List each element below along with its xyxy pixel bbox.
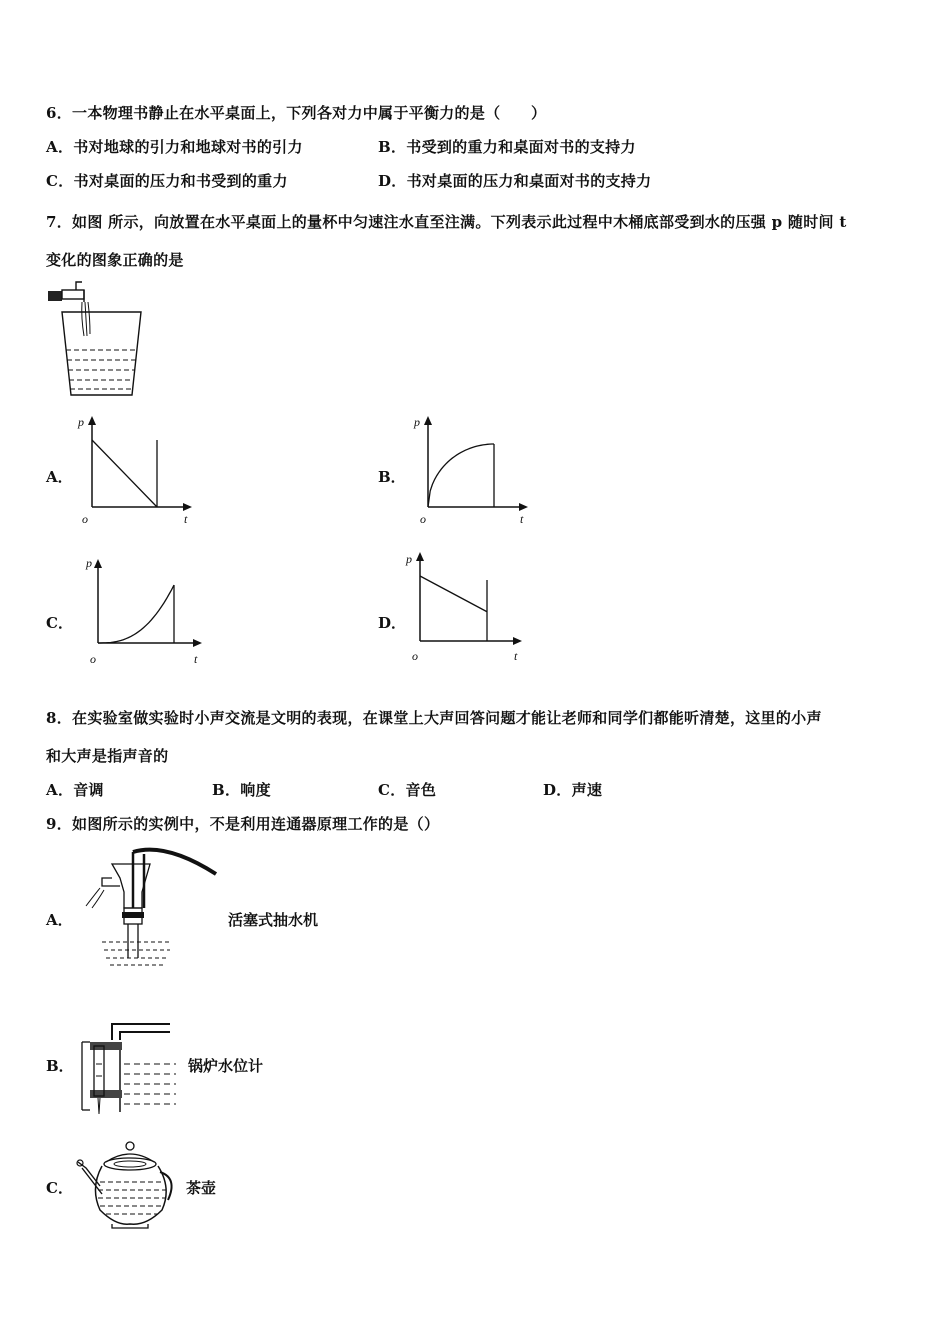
teapot-body xyxy=(95,1166,166,1224)
q9-option-b-label[interactable]: B． xyxy=(46,1057,74,1075)
q9-option-a-caption: 活塞式抽水机 xyxy=(228,911,319,929)
q7-option-b-label[interactable]: B． xyxy=(378,468,406,486)
q6-stem: 6．一本物理书静止在水平桌面上，下列各对力中属于平衡力的是（ ） xyxy=(46,104,547,122)
q7-option-a-label[interactable]: A． xyxy=(46,468,73,486)
q8-option-b[interactable]: B．响度 xyxy=(212,781,271,799)
q9-option-b-caption: 锅炉水位计 xyxy=(188,1057,264,1075)
pressure-curve xyxy=(428,444,494,507)
teapot-knob xyxy=(126,1142,134,1150)
q8-stem-line1: 8．在实验室做实验时小声交流是文明的表现，在课堂上大声回答问题才能让老师和同学们都能听清楚，这里的小声 xyxy=(46,709,822,727)
x-axis-label: t xyxy=(194,652,198,666)
pressure-curve xyxy=(98,585,174,643)
faucet-body xyxy=(62,290,84,299)
piston xyxy=(122,912,144,918)
outflow xyxy=(86,888,104,908)
q9-option-c-caption: 茶壶 xyxy=(186,1179,217,1197)
q7-graph-d[interactable] xyxy=(398,548,528,666)
pressure-curve xyxy=(92,440,157,507)
origin-label: o xyxy=(412,649,418,663)
tea-water xyxy=(98,1182,166,1214)
x-axis-arrow xyxy=(193,639,202,647)
origin-label: o xyxy=(90,652,96,666)
faucet-handle xyxy=(48,291,62,301)
q7-bucket-figure xyxy=(44,278,154,398)
origin-label: o xyxy=(82,512,88,526)
bucket-outline xyxy=(62,312,141,395)
q8-stem-line2: 和大声是指声音的 xyxy=(46,747,169,765)
q7-stem-line2: 变化的图象正确的是 xyxy=(46,251,184,269)
q7-graph-c[interactable] xyxy=(76,555,206,673)
pressure-curve xyxy=(420,576,487,612)
q9-stem: 9．如图所示的实例中，不是利用连通器原理工作的是（） xyxy=(46,815,440,833)
water-level-lines xyxy=(66,350,137,389)
q7-option-d-label[interactable]: D． xyxy=(378,614,407,632)
q7-graph-b[interactable] xyxy=(406,412,536,530)
q6-option-c[interactable]: C．书对桌面的压力和书受到的重力 xyxy=(46,172,288,190)
x-axis-label: t xyxy=(520,512,524,526)
y-axis-arrow xyxy=(424,416,432,425)
q6-option-d[interactable]: D．书对桌面的压力和桌面对书的支持力 xyxy=(378,172,652,190)
y-axis-arrow xyxy=(88,416,96,425)
y-axis-label: p xyxy=(414,415,420,429)
x-axis-arrow xyxy=(519,503,528,511)
q7-stem-line1: 7．如图 所示，向放置在水平桌面上的量杯中匀速注水直至注满。下列表示此过程中木桶底部受到水的压强 p 随时间 t xyxy=(46,213,847,231)
y-axis-label: p xyxy=(78,415,84,429)
gauge-tube xyxy=(94,1046,104,1096)
x-axis-label: t xyxy=(514,649,518,663)
q7-option-c-label[interactable]: C． xyxy=(46,614,73,632)
q9-option-c-label[interactable]: C． xyxy=(46,1179,73,1197)
q8-option-d[interactable]: D．声速 xyxy=(543,781,603,799)
well-water xyxy=(102,942,172,965)
q6-option-a[interactable]: A．书对地球的引力和地球对书的引力 xyxy=(46,138,303,156)
spout xyxy=(102,878,120,886)
q8-option-c[interactable]: C．音色 xyxy=(378,781,437,799)
piston-pump-figure xyxy=(76,846,221,971)
water-stream xyxy=(82,302,90,336)
teapot-spout xyxy=(78,1162,102,1194)
q7-graph-a[interactable] xyxy=(70,412,200,530)
q9-option-a-label[interactable]: A． xyxy=(46,911,73,929)
lower-valve xyxy=(90,1090,122,1098)
y-axis-arrow xyxy=(94,559,102,568)
x-axis-label: t xyxy=(184,512,188,526)
origin-label: o xyxy=(420,512,426,526)
x-axis-arrow xyxy=(513,637,522,645)
pump-handle xyxy=(133,850,216,874)
q8-option-a[interactable]: A．音调 xyxy=(46,781,104,799)
y-axis-label: p xyxy=(86,556,92,570)
q6-option-b[interactable]: B．书受到的重力和桌面对书的支持力 xyxy=(378,138,636,156)
teapot-figure xyxy=(72,1138,182,1228)
x-axis-arrow xyxy=(183,503,192,511)
y-axis-label: p xyxy=(406,552,412,566)
y-axis-arrow xyxy=(416,552,424,561)
boiler-gauge-figure xyxy=(72,1018,182,1118)
